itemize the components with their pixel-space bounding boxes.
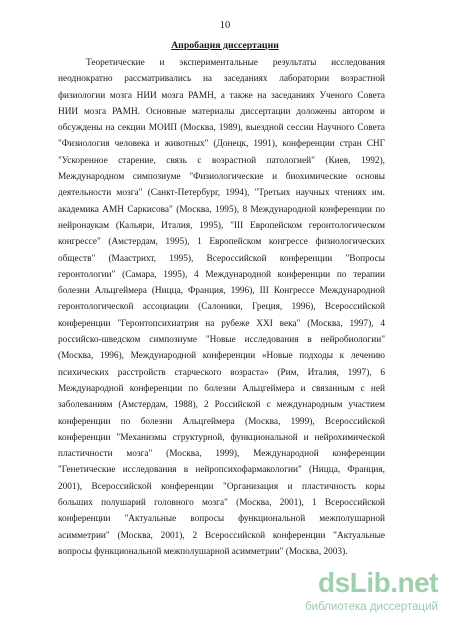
text-line: пластичности мозга" (Москва, 1999), Международной конференции: [58, 449, 385, 460]
text-line: обсуждены на секции МОИП (Москва, 1989), выездной сессии Научного Совета: [58, 123, 385, 134]
text-line: геронтологии" (Самара, 1995), 4 Международной конференции по терапии: [58, 269, 385, 280]
text-line: "Генетические исследования в нейропсихофармакологии" (Ницца, Франция,: [58, 465, 385, 476]
body-text: [58, 55, 385, 560]
text-line: деятельности мозга" (Санкт-Петербург, 1994), "Третьих научных чтениях им.: [58, 188, 385, 199]
page-number: 10: [219, 20, 231, 31]
text-line: нейронаукам (Кальяри, Италия, 1995), "III Европейском геронтологическом: [58, 220, 385, 231]
text-line: психических расстройств старческого возраста» (Рим, Италия, 1997), 6: [58, 367, 385, 378]
text-line: заболеваниям (Амстердам, 1988), 2 Российской с международным участием: [58, 400, 385, 411]
text-line: больших полушарий головного мозга" (Москва, 2001), 1 Всероссийской: [58, 498, 385, 509]
text-line: конференции "Актуальные вопросы функциональной межполушарной: [58, 514, 385, 525]
text-line: конференции "Геронтопсихиатрия на рубеже XXI века" (Москва, 1997), 4: [58, 318, 385, 329]
text-line: обществ" (Маастрихт, 1995), Всероссийской конференции "Вопросы: [58, 253, 385, 264]
text-line: 2001), Всероссийской конференции "Организация и пластичность коры: [58, 481, 385, 492]
watermark-subtitle: библиотека диссертаций: [305, 601, 438, 613]
text-line: геронтологической ассоциации (Салоники, Греция, 1996), Всероссийской: [58, 302, 385, 313]
text-line: вопросы функциональной межполушарной асимметрии" (Москва, 2003).: [58, 546, 348, 557]
text-line: российско-шведском симпозиуме "Новые исследования в нейробиологии": [58, 335, 385, 346]
text-line: "Физиология человека и животных" (Донецк, 1991), конференции стран СНГ: [58, 139, 385, 150]
text-line: Теоретические и экспериментальные результаты исследования: [86, 58, 385, 68]
section-heading: Апробация диссертации: [171, 40, 279, 51]
text-line: неоднократно рассматривались на заседаниях лаборатории возрастной: [58, 74, 385, 85]
text-line: академика АМН Саркисова" (Москва, 1995), 8 Международной конференции по: [58, 204, 385, 215]
text-line: физиологии мозга НИИ мозга РАМН, а также на заседаниях Ученого Совета: [58, 90, 385, 101]
text-line: болезни Альцгеймера (Ницца, Франция, 1996), III Конгрессе Международной: [58, 286, 385, 297]
text-line: Международной конференции по болезни Альцгеймера и связанным с ней: [58, 383, 385, 394]
text-line: конференции по болезни Альцгеймера (Москва, 1999), Всероссийской: [58, 416, 385, 427]
text-line: "Ускоренное старение, связь с возрастной патологией" (Киев, 1992),: [58, 155, 385, 166]
watermark-logo: dsLib.net: [318, 567, 438, 598]
text-line: (Москва, 1996), Международной конференции «Новые подходы к лечению: [58, 351, 385, 362]
text-line: асимметрии" (Москва, 2001), 2 Всероссийской конференции "Актуальные: [58, 530, 385, 541]
text-line: конференции "Механизмы структурной, функциональной и нейрохимической: [58, 432, 385, 443]
text-line: Международном симпозиуме "Физиологические и биохимические основы: [58, 172, 385, 183]
text-line: конгрессе" (Амстердам, 1995), 1 Европейском конгрессе физиологических: [58, 237, 385, 248]
dslib-watermark: [305, 567, 438, 618]
text-line: НИИ мозга РАМН. Основные материалы диссертации доложены автором и: [58, 106, 385, 117]
